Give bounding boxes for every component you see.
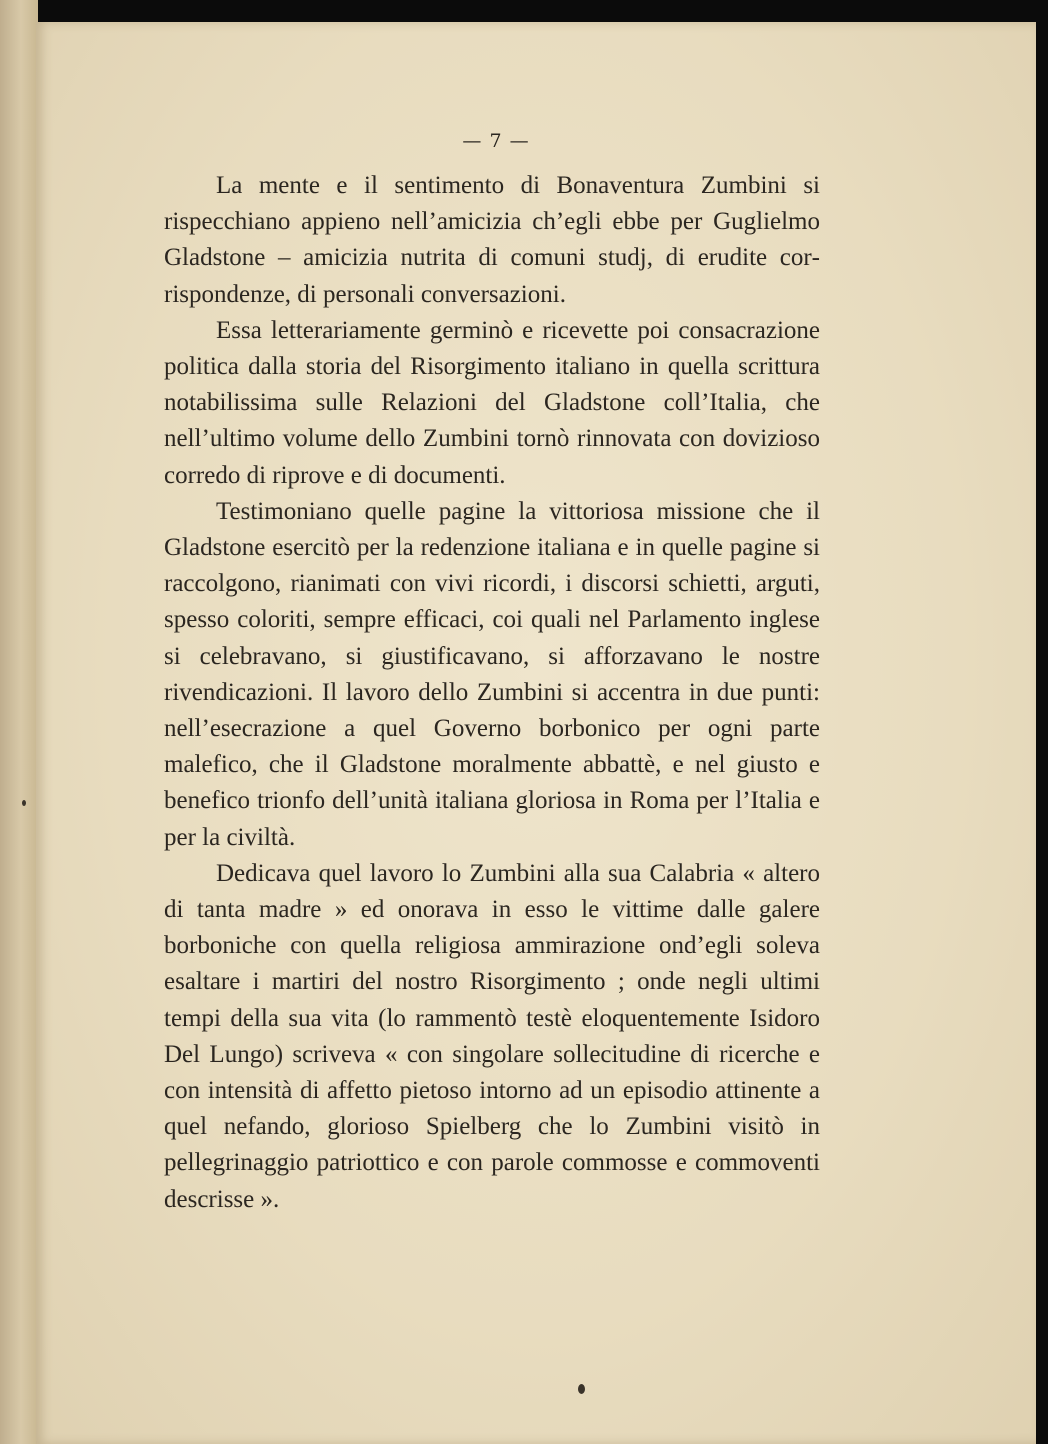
paragraph-4: Dedicava quel lavoro lo Zumbini alla sua Calabria « altero di tanta madre » ed onorava in esso le vittime dalle galere borboniche con quella religiosa ammirazione ond’egli soleva esaltare i martiri del nostro Risorgimento ; onde negli ultimi tempi della sua vita (lo rammentò testè eloquentemente Isidoro Del Lungo) scriveva « con singolare sollecitudine di ricerche e con intensità di affetto pietoso intorno ad un episodio attinente a quel nefando, glorioso Spielberg che lo Zumbini visitò in pellegrinaggio patriottico e con parole commosse e commoventi descrisse ». (164, 859, 820, 1213)
ink-speck (578, 1384, 585, 1394)
previous-page-edge (0, 0, 38, 1444)
paragraph-2: Essa letterariamente germinò e ricevette poi consacrazione politica dalla storia del Risorgimento italiano in quella scrittura notabilissima sulle Relazioni del Gladstone coll’Italia, che nell’ultimo volume dello Zumbini tornò rinnovata con dovizioso corredo di riprove e di documenti. (164, 316, 820, 489)
paragraph-3: Testimoniano quelle pagine la vittoriosa missione che il Gladstone esercitò per la redenzione italiana e in quelle pagine si raccolgono, rianimati con vivi ricordi, i discorsi schietti, arguti, spesso coloriti, sempre efficaci, coi quali nel Parlamento inglese si celebravano, si giustificavano, si afforzavano le nostre rivendicazioni. Il lavoro dello Zumbini si accentra in due punti: nell’esecrazione a quel Governo borbonico per ogni parte malefico, che il Gladstone moralmente abbattè, e nel giusto e benefico trionfo dell’unità italiana gloriosa in Roma per l’Italia e per la civiltà. (164, 497, 820, 851)
body-text (164, 168, 820, 1218)
ink-speck (22, 800, 26, 806)
paragraph-1: La mente e il sentimento di Bonaventura Zumbini si rispecchiano appieno nell’amicizia ch’egli ebbe per Guglielmo Gladstone – amicizia nutrita di comuni studj, di erudite corrispondenze, di personali conversazioni. (164, 172, 820, 308)
page-number: — 7 — (462, 130, 530, 152)
